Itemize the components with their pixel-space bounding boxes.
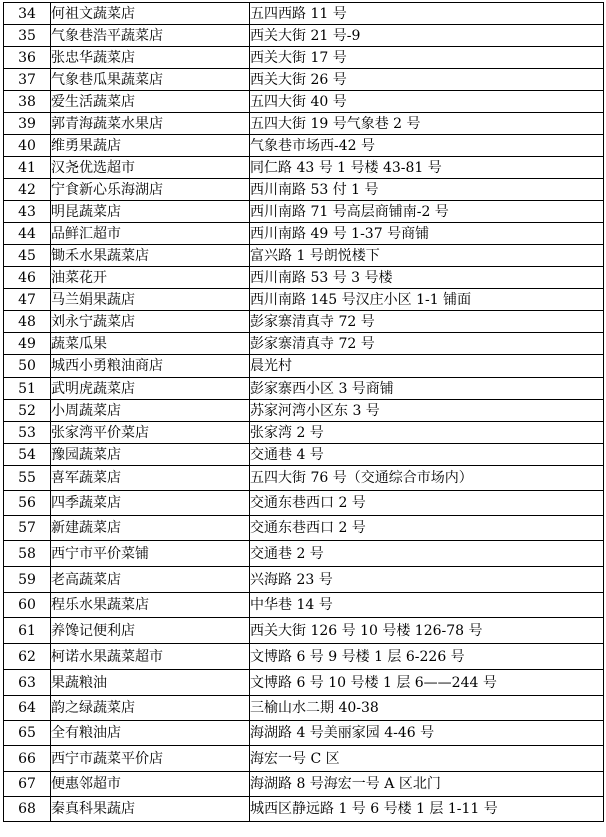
row-number: 40 (4, 135, 51, 157)
store-name: 喜军蔬菜店 (51, 466, 250, 491)
table-row (4, 491, 604, 516)
store-name: 城西小勇粮油商店 (51, 355, 250, 378)
store-name: 柯诺水果蔬菜超市 (51, 644, 250, 670)
row-number: 61 (4, 618, 51, 644)
store-name: 西宁市蔬菜平价店 (51, 746, 250, 772)
table-row (4, 267, 604, 289)
row-number: 54 (4, 444, 51, 466)
table-row (4, 516, 604, 541)
row-number: 63 (4, 670, 51, 696)
row-number: 57 (4, 516, 51, 541)
row-number: 41 (4, 157, 51, 179)
row-number: 42 (4, 179, 51, 201)
store-name: 张家湾平价菜店 (51, 422, 250, 444)
store-address: 气象巷市场西-42 号 (250, 135, 604, 157)
store-name: 郭青海蔬菜水果店 (51, 113, 250, 135)
table-row (4, 135, 604, 157)
store-name: 马兰娟果蔬店 (51, 289, 250, 311)
store-address: 文博路 6 号 10 号楼 1 层 6——244 号 (250, 670, 604, 696)
store-address: 海湖路 4 号美丽家园 4-46 号 (250, 721, 604, 746)
row-number: 51 (4, 378, 51, 400)
row-number: 49 (4, 333, 51, 355)
store-name: 秦真科果蔬店 (51, 797, 250, 822)
row-number: 37 (4, 69, 51, 91)
store-name: 宁食新心乐海湖店 (51, 179, 250, 201)
table-row (4, 797, 604, 822)
store-address: 三榆山水二期 40-38 (250, 696, 604, 721)
row-number: 55 (4, 466, 51, 491)
table-row (4, 179, 604, 201)
store-name: 豫园蔬菜店 (51, 444, 250, 466)
store-address: 海湖路 8 号海宏一号 A 区北门 (250, 772, 604, 797)
store-address: 西川南路 53 付 1 号 (250, 179, 604, 201)
store-address: 彭家寨西小区 3 号商铺 (250, 378, 604, 400)
row-number: 66 (4, 746, 51, 772)
table-row (4, 772, 604, 797)
store-address: 五四大街 40 号 (250, 91, 604, 113)
table-row (4, 157, 604, 179)
store-address: 交通巷 2 号 (250, 541, 604, 567)
table-row (4, 378, 604, 400)
store-address: 晨光村 (250, 355, 604, 378)
store-name: 爱生活蔬菜店 (51, 91, 250, 113)
table-row (4, 400, 604, 422)
row-number: 45 (4, 245, 51, 267)
store-name: 油菜花开 (51, 267, 250, 289)
store-address: 海宏一号 C 区 (250, 746, 604, 772)
store-address: 中华巷 14 号 (250, 593, 604, 618)
store-address: 苏家河湾小区东 3 号 (250, 400, 604, 422)
store-name: 何祖文蔬菜店 (51, 3, 250, 25)
row-number: 59 (4, 567, 51, 593)
store-name: 西宁市平价菜铺 (51, 541, 250, 567)
store-address: 富兴路 1 号朗悦楼下 (250, 245, 604, 267)
store-address: 五四西路 11 号 (250, 3, 604, 25)
store-address: 彭家寨清真寺 72 号 (250, 333, 604, 355)
store-address: 西川南路 71 号高层商铺南-2 号 (250, 201, 604, 223)
store-address: 西川南路 53 号 3 号楼 (250, 267, 604, 289)
store-name: 汉尧优选超市 (51, 157, 250, 179)
store-name: 老高蔬菜店 (51, 567, 250, 593)
table-row (4, 355, 604, 378)
row-number: 44 (4, 223, 51, 245)
row-number: 52 (4, 400, 51, 422)
row-number: 48 (4, 311, 51, 333)
store-name: 气象巷浩平蔬菜店 (51, 25, 250, 47)
store-address: 西关大街 21 号-9 (250, 25, 604, 47)
store-name: 张忠华蔬菜店 (51, 47, 250, 69)
store-address: 交通巷 4 号 (250, 444, 604, 466)
row-number: 47 (4, 289, 51, 311)
table-row (4, 69, 604, 91)
row-number: 53 (4, 422, 51, 444)
row-number: 65 (4, 721, 51, 746)
row-number: 43 (4, 201, 51, 223)
table-row (4, 25, 604, 47)
table-row (4, 567, 604, 593)
store-name: 便惠邻超市 (51, 772, 250, 797)
store-name: 锄禾水果蔬菜店 (51, 245, 250, 267)
store-address: 彭家寨清真寺 72 号 (250, 311, 604, 333)
row-number: 60 (4, 593, 51, 618)
store-name: 小周蔬菜店 (51, 400, 250, 422)
row-number: 34 (4, 3, 51, 25)
table-row (4, 444, 604, 466)
store-address: 西川南路 145 号汉庄小区 1-1 铺面 (250, 289, 604, 311)
row-number: 67 (4, 772, 51, 797)
store-name: 刘永宁蔬菜店 (51, 311, 250, 333)
table-row (4, 721, 604, 746)
table-row (4, 289, 604, 311)
store-address: 西关大街 17 号 (250, 47, 604, 69)
row-number: 64 (4, 696, 51, 721)
store-address: 张家湾 2 号 (250, 422, 604, 444)
table-row (4, 223, 604, 245)
table-row (4, 670, 604, 696)
row-number: 68 (4, 797, 51, 822)
store-address: 交通东巷西口 2 号 (250, 491, 604, 516)
row-number: 38 (4, 91, 51, 113)
store-address: 西关大街 126 号 10 号楼 126-78 号 (250, 618, 604, 644)
store-name: 明昆蔬菜店 (51, 201, 250, 223)
store-address: 五四大街 76 号（交通综合市场内） (250, 466, 604, 491)
row-number: 56 (4, 491, 51, 516)
store-name: 全有粮油店 (51, 721, 250, 746)
store-name: 果蔬粮油 (51, 670, 250, 696)
row-number: 36 (4, 47, 51, 69)
store-name: 养馋记便利店 (51, 618, 250, 644)
table-row (4, 593, 604, 618)
store-address: 西川南路 49 号 1-37 号商铺 (250, 223, 604, 245)
store-name: 蔬菜瓜果 (51, 333, 250, 355)
table-row (4, 47, 604, 69)
store-table-body (4, 3, 604, 822)
row-number: 50 (4, 355, 51, 378)
store-name: 维勇果蔬店 (51, 135, 250, 157)
store-address: 城西区静远路 1 号 6 号楼 1 层 1-11 号 (250, 797, 604, 822)
table-row (4, 541, 604, 567)
table-row (4, 113, 604, 135)
store-name: 韵之绿蔬菜店 (51, 696, 250, 721)
table-row (4, 618, 604, 644)
store-table (3, 2, 604, 822)
row-number: 62 (4, 644, 51, 670)
store-address: 五四大街 19 号气象巷 2 号 (250, 113, 604, 135)
store-address: 兴海路 23 号 (250, 567, 604, 593)
table-row (4, 311, 604, 333)
table-row (4, 422, 604, 444)
row-number: 35 (4, 25, 51, 47)
table-row (4, 746, 604, 772)
store-name: 气象巷瓜果蔬菜店 (51, 69, 250, 91)
row-number: 39 (4, 113, 51, 135)
store-address: 西关大街 26 号 (250, 69, 604, 91)
row-number: 58 (4, 541, 51, 567)
store-address: 文博路 6 号 9 号楼 1 层 6-226 号 (250, 644, 604, 670)
store-name: 品鲜汇超市 (51, 223, 250, 245)
table-row (4, 201, 604, 223)
table-row (4, 3, 604, 25)
table-row (4, 333, 604, 355)
store-address: 交通东巷西口 2 号 (250, 516, 604, 541)
table-row (4, 245, 604, 267)
store-name: 四季蔬菜店 (51, 491, 250, 516)
table-row (4, 466, 604, 491)
row-number: 46 (4, 267, 51, 289)
store-name: 新建蔬菜店 (51, 516, 250, 541)
table-row (4, 696, 604, 721)
table-row (4, 91, 604, 113)
table-row (4, 644, 604, 670)
store-name: 程乐水果蔬菜店 (51, 593, 250, 618)
store-address: 同仁路 43 号 1 号楼 43-81 号 (250, 157, 604, 179)
store-name: 武明虎蔬菜店 (51, 378, 250, 400)
